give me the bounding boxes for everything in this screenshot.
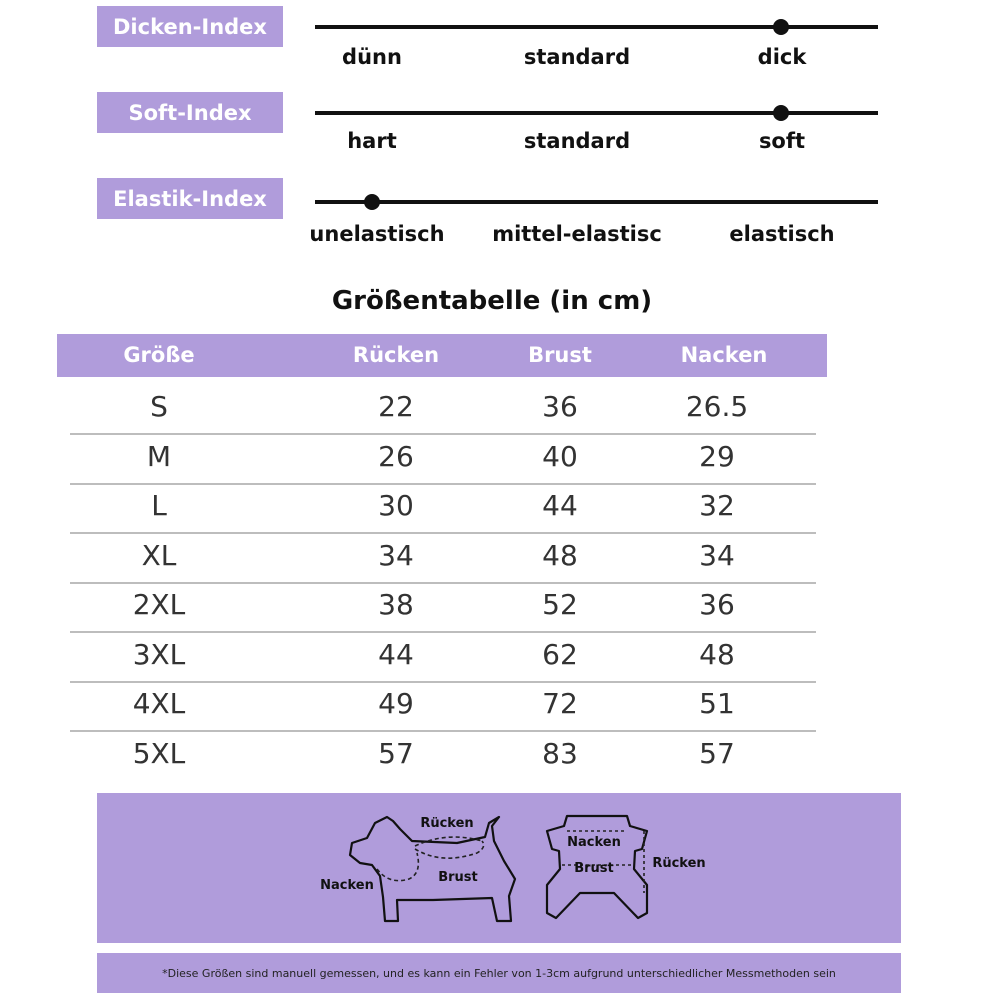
cell-size: M [146, 439, 172, 473]
index-marker-soft [773, 105, 789, 121]
header-chest: Brust [528, 343, 592, 367]
table-row [70, 386, 816, 435]
garment-label-chest: Brust [574, 861, 614, 876]
cell-size: S [150, 390, 168, 423]
table-row [70, 436, 816, 485]
table-row [70, 683, 816, 732]
cell-back: 44 [378, 637, 414, 671]
cell-size: 5XL [132, 736, 186, 770]
cell-neck: 48 [699, 637, 735, 671]
cell-neck: 32 [699, 489, 735, 522]
size-table-title: Größentabelle (in cm) [331, 286, 653, 316]
table-row [70, 634, 816, 683]
cell-back: 22 [378, 390, 414, 423]
table-row [70, 584, 816, 633]
cell-back: 26 [378, 439, 414, 473]
measurement-illustration [97, 793, 901, 943]
index-line-elastik [315, 200, 878, 204]
cell-chest: 40 [542, 439, 578, 473]
cell-neck: 26.5 [685, 390, 749, 423]
cell-back: 57 [378, 736, 414, 770]
cell-size: 4XL [132, 687, 186, 720]
cell-back: 30 [378, 489, 414, 522]
header-back: Rücken [352, 343, 440, 367]
index-marker-elastik [364, 194, 380, 210]
header-neck: Nacken [680, 343, 768, 367]
index-label-soft: Soft-Index [97, 92, 283, 133]
index-scale-low: unelastisch [309, 222, 445, 246]
cell-size: L [151, 489, 167, 522]
index-label-elastik: Elastik-Index [97, 178, 283, 219]
cell-size: XL [141, 538, 177, 572]
garment-label-back: Rücken [652, 856, 706, 871]
cell-size: 2XL [132, 588, 186, 621]
cell-chest: 52 [542, 588, 578, 621]
table-row [70, 485, 816, 534]
cell-back: 34 [378, 538, 414, 572]
cell-neck: 57 [699, 736, 735, 770]
table-row [70, 733, 816, 782]
cell-chest: 83 [542, 736, 578, 770]
dog-label-neck: Nacken [320, 878, 374, 893]
garment-label-neck: Nacken [567, 835, 621, 850]
cell-back: 49 [378, 687, 414, 720]
cell-neck: 51 [699, 687, 735, 720]
cell-neck: 36 [699, 588, 735, 621]
table-row [70, 535, 816, 584]
index-marker-dicken [773, 19, 789, 35]
cell-chest: 36 [542, 390, 578, 423]
index-scale-mid: mittel-elastisc [492, 222, 662, 246]
index-scale-high: elastisch [729, 222, 835, 246]
index-line-soft [315, 111, 878, 115]
index-scale-mid: standard [523, 129, 631, 153]
cell-chest: 48 [542, 538, 578, 572]
index-line-dicken [315, 25, 878, 29]
cell-neck: 29 [699, 439, 735, 473]
dog-label-chest: Brust [438, 870, 478, 885]
measurement-diagram [97, 793, 901, 943]
header-size: Größe [123, 343, 195, 367]
cell-chest: 72 [542, 687, 578, 720]
cell-chest: 62 [542, 637, 578, 671]
index-scale-mid: standard [523, 45, 631, 69]
size-table-header [57, 334, 827, 377]
index-scale-high: dick [757, 45, 807, 69]
disclaimer-text: *Diese Größen sind manuell gemessen, und es kann ein Fehler von 1-3cm aufgrund unterschiedlicher Messmethoden sein [162, 966, 836, 980]
cell-size: 3XL [132, 637, 186, 671]
cell-chest: 44 [542, 489, 578, 522]
index-label-dicken: Dicken-Index [97, 6, 283, 47]
dog-label-back: Rücken [420, 816, 474, 831]
index-scale-high: soft [758, 129, 806, 153]
cell-back: 38 [378, 588, 414, 621]
disclaimer-box [97, 953, 901, 993]
index-scale-low: hart [347, 129, 397, 153]
dog-outline-icon [350, 817, 515, 921]
cell-neck: 34 [699, 538, 735, 572]
index-scale-low: dünn [342, 45, 402, 69]
